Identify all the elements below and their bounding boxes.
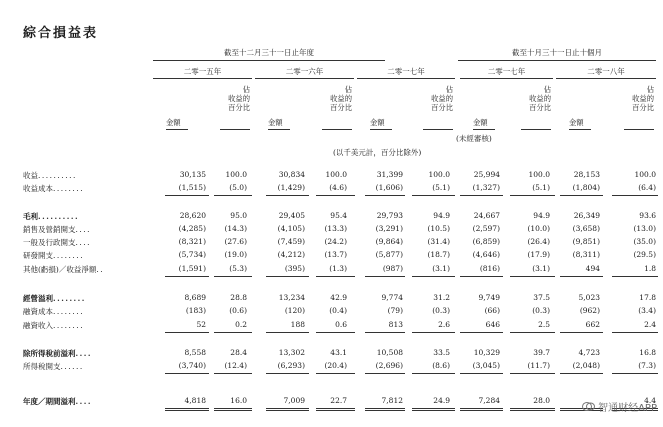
pct-column-header (616, 85, 654, 112)
subtotal-rule (266, 332, 309, 333)
subtotal-rule (316, 195, 355, 196)
percent-cell: 2.6 (438, 320, 450, 329)
amount-cell: (183) (185, 306, 206, 315)
percent-cell: (20.4) (324, 361, 347, 370)
percent-cell: 43.1 (330, 348, 347, 357)
amount-cell: (1,327) (472, 183, 500, 192)
pct-header-underline (322, 129, 352, 130)
subtotal-rule (510, 373, 555, 374)
percent-cell: 100.0 (428, 170, 450, 179)
percent-cell: (5.3) (229, 264, 247, 273)
pct-header-line: 佔 (646, 85, 654, 94)
percent-cell: (35.0) (633, 237, 656, 246)
amount-column-header: 金額 (370, 118, 385, 127)
percent-cell: (12.4) (224, 361, 247, 370)
amount-cell: (4,212) (277, 250, 305, 259)
amount-cell: 10,329 (473, 348, 500, 357)
pct-header-line: 收益的 (228, 94, 250, 103)
period-header-rule (357, 78, 455, 79)
percent-cell: (29.5) (633, 250, 656, 259)
percent-cell: 95.4 (330, 211, 347, 220)
amount-column-header: 金額 (473, 118, 488, 127)
amount-cell: (395) (284, 264, 305, 273)
row-leader-dots: .... (75, 225, 92, 234)
percent-cell: 16.8 (639, 348, 656, 357)
percent-cell: 2.4 (644, 320, 656, 329)
row-label-text: 融資收入 (23, 321, 53, 330)
group-header: 截至十二月三十一日止年度 (224, 48, 314, 57)
row-leader-dots: .......... (38, 212, 80, 221)
subtotal-rule (412, 276, 455, 277)
percent-cell: (7.3) (638, 361, 656, 370)
subtotal-rule (510, 276, 555, 277)
percent-cell: 93.6 (639, 211, 656, 220)
period-header: 二零一七年 (487, 67, 526, 76)
percent-cell: 94.9 (533, 211, 550, 220)
total-rule (165, 408, 209, 409)
percent-cell: (6.4) (638, 183, 656, 192)
amount-cell: (2,048) (572, 361, 600, 370)
row-leader-dots: ........ (53, 294, 86, 303)
group-header-rule (153, 60, 385, 61)
watermark (582, 399, 657, 414)
amount-cell: (120) (284, 306, 305, 315)
amount-cell: 4,723 (578, 348, 600, 357)
subtotal-rule (460, 373, 503, 374)
percent-cell: 0.2 (235, 320, 247, 329)
row-label-text: 其他(虧損)／收益淨額 (23, 265, 97, 274)
total-double-rule (165, 410, 209, 411)
period-header-rule (460, 78, 553, 79)
row-label-text: 收益成本 (23, 184, 53, 193)
period-header-rule (556, 78, 656, 79)
row-label (23, 293, 86, 304)
row-label-text: 毛利 (23, 212, 38, 221)
amount-cell: 646 (485, 320, 500, 329)
subtotal-rule (460, 332, 503, 333)
percent-cell: 4.4 (644, 396, 656, 405)
amount-cell: (1,515) (178, 183, 206, 192)
total-double-rule (460, 410, 503, 411)
percent-cell: (0.3) (432, 306, 450, 315)
row-leader-dots: ........ (53, 307, 85, 316)
subtotal-rule (365, 373, 405, 374)
amount-cell: (3,045) (472, 361, 500, 370)
subtotal-rule (165, 332, 209, 333)
amount-cell: 13,234 (278, 293, 305, 302)
total-double-rule (510, 410, 555, 411)
pct-header-line: 佔 (543, 85, 551, 94)
subtotal-rule (560, 276, 603, 277)
pct-header-underline (423, 129, 453, 130)
amount-cell: (9,851) (572, 237, 600, 246)
amount-cell: (3,291) (375, 224, 403, 233)
subtotal-rule (560, 195, 603, 196)
subtotal-rule (316, 332, 355, 333)
amount-cell: 24,667 (473, 211, 500, 220)
pct-column-header (513, 85, 551, 112)
amount-cell: (6,293) (277, 361, 305, 370)
amount-cell: (1,804) (572, 183, 600, 192)
row-leader-dots: .. (96, 265, 105, 274)
subtotal-rule (165, 195, 209, 196)
amount-cell: 30,834 (278, 170, 305, 179)
total-double-rule (365, 410, 405, 411)
row-label-text: 年度／期間溢利 (23, 397, 76, 406)
subtotal-rule (266, 276, 309, 277)
amount-cell: (2,597) (472, 224, 500, 233)
subtotal-rule (214, 332, 252, 333)
pct-header-line: 佔 (242, 85, 250, 94)
amount-cell: (9,864) (375, 237, 403, 246)
row-label (23, 183, 84, 194)
row-label-text: 經營溢利 (23, 294, 53, 303)
row-label (23, 320, 84, 331)
percent-cell: 33.5 (433, 348, 450, 357)
amount-cell: (8,321) (178, 237, 206, 246)
percent-cell: (5.1) (432, 183, 450, 192)
amount-cell: 8,689 (184, 293, 206, 302)
amount-cell: (987) (382, 264, 403, 273)
amount-header-underline (473, 129, 495, 130)
percent-cell: (13.0) (633, 224, 656, 233)
period-header: 二零一八年 (587, 67, 625, 76)
amount-cell: 9,774 (381, 293, 403, 302)
amount-cell: 8,558 (184, 348, 206, 357)
subtotal-rule (510, 195, 555, 196)
row-label-text: 一般及行政開支 (23, 238, 76, 247)
percent-cell: (4.6) (329, 183, 347, 192)
period-header: 二零一七年 (387, 67, 425, 76)
amount-cell: 13,302 (278, 348, 305, 357)
percent-cell: (0.4) (329, 306, 347, 315)
row-leader-dots: .... (75, 238, 92, 247)
pct-header-line: 百分比 (632, 103, 654, 112)
pct-header-line: 佔 (445, 85, 453, 94)
percent-cell: (17.9) (527, 250, 550, 259)
pct-column-header (212, 85, 250, 112)
percent-cell: 28.8 (230, 293, 247, 302)
amount-cell: 662 (585, 320, 600, 329)
total-rule (214, 408, 252, 409)
period-header: 二零一六年 (285, 67, 324, 76)
pct-header-line: 收益的 (431, 94, 453, 103)
row-label (23, 224, 91, 235)
percent-cell: (8.6) (432, 361, 450, 370)
amount-cell: (2,696) (375, 361, 403, 370)
percent-cell: 100.0 (325, 170, 347, 179)
amount-column-header: 金額 (569, 118, 584, 127)
pct-header-line: 百分比 (228, 103, 250, 112)
amount-cell: 26,349 (573, 211, 600, 220)
amount-cell: (4,285) (178, 224, 206, 233)
pct-header-underline (521, 129, 551, 130)
subtotal-rule (365, 195, 405, 196)
row-leader-dots: ........ (53, 251, 85, 260)
pct-column-header (314, 85, 352, 112)
subtotal-rule (612, 276, 658, 277)
amount-cell: 5,023 (578, 293, 600, 302)
amount-cell: (5,734) (178, 250, 206, 259)
subtotal-rule (316, 373, 355, 374)
subtotal-rule (612, 373, 658, 374)
amount-cell: 188 (290, 320, 305, 329)
subtotal-rule (460, 276, 503, 277)
row-label-text: 銷售及營銷開支 (23, 225, 76, 234)
amount-cell: (1,591) (178, 264, 206, 273)
amount-cell: (79) (387, 306, 403, 315)
percent-cell: (24.2) (324, 237, 347, 246)
percent-cell: 0.6 (335, 320, 347, 329)
percent-cell: 17.8 (639, 293, 656, 302)
row-label (23, 237, 91, 248)
percent-cell: 22.7 (330, 396, 347, 405)
percent-cell: (11.7) (527, 361, 550, 370)
amount-cell: 29,405 (278, 211, 305, 220)
amount-cell: 9,749 (478, 293, 500, 302)
total-double-rule (266, 410, 309, 411)
percent-cell: (3.4) (638, 306, 656, 315)
row-leader-dots: .... (75, 349, 92, 358)
amount-cell: (3,740) (178, 361, 206, 370)
amount-header-underline (268, 129, 290, 130)
row-label (23, 211, 79, 222)
pct-column-header (415, 85, 453, 112)
unit-note: (以千美元計，百分比除外) (333, 148, 422, 157)
total-rule (266, 408, 309, 409)
subtotal-rule (365, 276, 405, 277)
subtotal-rule (214, 373, 252, 374)
percent-cell: 95.0 (230, 211, 247, 220)
pct-header-line: 佔 (344, 85, 352, 94)
amount-cell: (4,105) (277, 224, 305, 233)
row-label (23, 250, 84, 261)
percent-cell: (5.0) (229, 183, 247, 192)
row-label-text: 除所得稅前溢利 (23, 349, 76, 358)
percent-cell: (14.3) (224, 224, 247, 233)
subtotal-rule (365, 332, 405, 333)
percent-cell: 31.2 (433, 293, 450, 302)
total-double-rule (316, 410, 355, 411)
total-rule (365, 408, 405, 409)
percent-cell: 100.0 (225, 170, 247, 179)
percent-cell: (13.7) (324, 250, 347, 259)
amount-cell: (1,429) (277, 183, 305, 192)
amount-cell: (6,859) (472, 237, 500, 246)
percent-cell: 94.9 (433, 211, 450, 220)
amount-cell: 25,994 (473, 170, 500, 179)
period-header-rule (153, 78, 252, 79)
percent-cell: 1.8 (644, 264, 656, 273)
percent-cell: (1.3) (329, 264, 347, 273)
row-label (23, 264, 104, 275)
percent-cell: (26.4) (527, 237, 550, 246)
row-leader-dots: ........ (53, 321, 85, 330)
percent-cell: 100.0 (634, 170, 656, 179)
pct-header-line: 收益的 (632, 94, 654, 103)
subtotal-rule (612, 332, 658, 333)
amount-cell: (5,877) (375, 250, 403, 259)
percent-cell: (27.6) (224, 237, 247, 246)
percent-cell: 37.5 (533, 293, 550, 302)
subtotal-rule (560, 332, 603, 333)
group-header: 截至十月三十一日止十個月 (512, 48, 602, 57)
amount-cell: 813 (388, 320, 403, 329)
total-rule (316, 408, 355, 409)
watermark-text: 智通财经APP (598, 403, 657, 414)
subtotal-rule (316, 276, 355, 277)
amount-cell: 494 (585, 264, 600, 273)
amount-header-underline (569, 129, 591, 130)
row-label (23, 306, 84, 317)
group-header-rule (458, 60, 656, 61)
percent-cell: (3.1) (432, 264, 450, 273)
row-label (23, 361, 84, 372)
total-rule (460, 408, 503, 409)
amount-cell: 52 (196, 320, 206, 329)
percent-cell: (10.5) (427, 224, 450, 233)
amount-cell: 7,009 (283, 396, 305, 405)
pct-header-line: 百分比 (431, 103, 453, 112)
period-header: 二零一五年 (183, 67, 222, 76)
row-leader-dots: ...... (60, 362, 84, 371)
percent-cell: (19.0) (224, 250, 247, 259)
statement-title: 綜合損益表 (23, 26, 99, 41)
amount-cell: 7,284 (478, 396, 500, 405)
amount-cell: (1,606) (375, 183, 403, 192)
row-label-text: 融資成本 (23, 307, 53, 316)
subtotal-rule (214, 276, 252, 277)
pct-header-underline (220, 129, 250, 130)
subtotal-rule (266, 195, 309, 196)
percent-cell: 42.9 (330, 293, 347, 302)
percent-cell: (0.3) (532, 306, 550, 315)
watermark-logo-icon (582, 401, 595, 412)
amount-header-underline (166, 129, 188, 130)
percent-cell: 28.0 (533, 396, 550, 405)
amount-cell: 10,508 (376, 348, 403, 357)
amount-cell: 31,399 (376, 170, 403, 179)
row-label-text: 收益 (23, 171, 38, 180)
amount-cell: (7,459) (277, 237, 305, 246)
percent-cell: (0.6) (229, 306, 247, 315)
pct-header-line: 收益的 (330, 94, 352, 103)
row-label (23, 348, 92, 359)
amount-cell: 28,620 (179, 211, 206, 220)
row-leader-dots: .......... (38, 171, 77, 180)
row-label (23, 396, 92, 407)
percent-cell: 16.0 (230, 396, 247, 405)
row-leader-dots: .... (75, 397, 92, 406)
pct-header-underline (624, 129, 654, 130)
percent-cell: 28.4 (230, 348, 247, 357)
pct-header-line: 百分比 (529, 103, 551, 112)
amount-cell: (8,311) (572, 250, 600, 259)
percent-cell: (31.4) (427, 237, 450, 246)
percent-cell: 2.5 (538, 320, 550, 329)
percent-cell: 39.7 (533, 348, 550, 357)
amount-column-header: 金額 (166, 118, 181, 127)
amount-header-underline (370, 129, 392, 130)
unaudited-note: (未經審核) (456, 134, 492, 143)
row-leader-dots: ........ (53, 184, 85, 193)
percent-cell: (5.1) (532, 183, 550, 192)
amount-cell: 4,818 (184, 396, 206, 405)
row-label-text: 所得稅開支 (23, 362, 61, 371)
subtotal-rule (214, 195, 252, 196)
subtotal-rule (412, 332, 455, 333)
percent-cell: 24.9 (433, 396, 450, 405)
row-label (23, 170, 77, 181)
amount-cell: (962) (579, 306, 600, 315)
subtotal-rule (460, 195, 503, 196)
percent-cell: (3.1) (532, 264, 550, 273)
pct-header-line: 收益的 (529, 94, 551, 103)
total-rule (510, 408, 555, 409)
subtotal-rule (612, 195, 658, 196)
percent-cell: (10.0) (527, 224, 550, 233)
amount-cell: (3,658) (572, 224, 600, 233)
subtotal-rule (165, 276, 209, 277)
subtotal-rule (266, 373, 309, 374)
subtotal-rule (412, 373, 455, 374)
period-header-rule (255, 78, 354, 79)
row-label-text: 研發開支 (23, 251, 53, 260)
subtotal-rule (510, 332, 555, 333)
percent-cell: (18.7) (427, 250, 450, 259)
total-double-rule (214, 410, 252, 411)
amount-cell: (4,646) (472, 250, 500, 259)
amount-cell: 28,153 (573, 170, 600, 179)
amount-cell: (816) (479, 264, 500, 273)
amount-cell: (66) (484, 306, 500, 315)
pct-header-line: 百分比 (330, 103, 352, 112)
subtotal-rule (560, 373, 603, 374)
amount-cell: 29,793 (376, 211, 403, 220)
total-double-rule (412, 410, 455, 411)
subtotal-rule (165, 373, 209, 374)
percent-cell: 100.0 (528, 170, 550, 179)
amount-cell: 30,135 (179, 170, 206, 179)
amount-cell: 7,812 (381, 396, 403, 405)
percent-cell: (13.3) (324, 224, 347, 233)
total-rule (412, 408, 455, 409)
subtotal-rule (412, 195, 455, 196)
amount-column-header: 金額 (268, 118, 283, 127)
